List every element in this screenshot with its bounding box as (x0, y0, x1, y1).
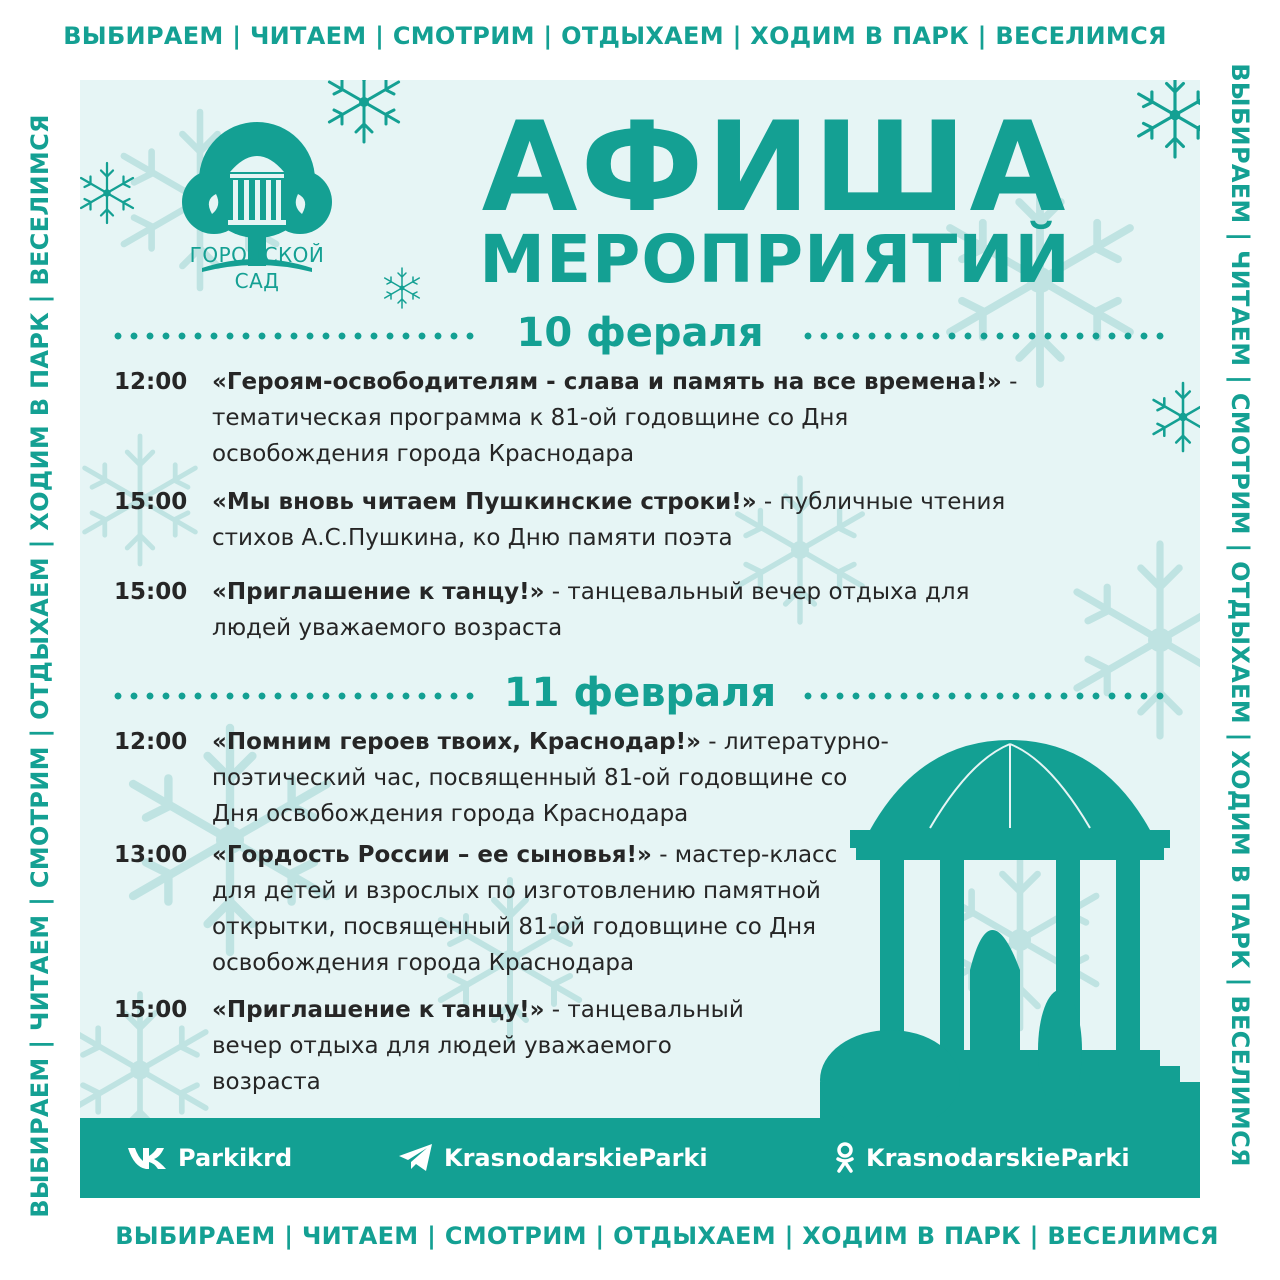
date-heading-day-2 (110, 668, 1170, 718)
vk-label: Parkikrd (178, 1144, 293, 1172)
date-label: 10 фераля (516, 310, 764, 356)
event-description (212, 992, 744, 1100)
event-text-line: освобождения города Краснодара (212, 441, 635, 467)
event-title: «Приглашение к танцу!» (212, 997, 545, 1023)
odnoklassniki-label: KrasnodarskieParki (866, 1144, 1130, 1172)
event-time: 15:00 (114, 489, 188, 515)
event-title: «Помним героев твоих, Краснодар!» (212, 729, 701, 755)
event-text-line: поэтический час, посвященный 81-ой годовщине со (212, 765, 848, 791)
dotted-divider-left (110, 692, 480, 700)
social-links-bar (80, 1118, 1200, 1198)
event-description (212, 724, 889, 832)
frame-text-right: ВЫБИРАЕМ | ЧИТАЕМ | СМОТРИМ | ОТДЫХАЕМ | ХОДИМ В ПАРК | ВЕСЕЛИМСЯ (1226, 63, 1254, 1167)
event-description (212, 837, 837, 981)
odnoklassniki-link[interactable] (834, 1136, 1130, 1180)
event-time: 12:00 (114, 729, 188, 755)
event-text-line: - литературно- (700, 729, 889, 755)
dotted-divider-left (110, 332, 480, 340)
event-title: «Приглашение к танцу!» (212, 579, 545, 605)
frame-text-top: ВЫБИРАЕМ | ЧИТАЕМ | СМОТРИМ | ОТДЫХАЕМ | ХОДИМ В ПАРК | ВЕСЕЛИМСЯ (63, 22, 1167, 50)
event-time: 15:00 (114, 579, 188, 605)
dotted-divider-right (800, 332, 1170, 340)
event-text-line: - танцевальный (544, 997, 744, 1023)
event-text-line: возраста (212, 1069, 321, 1095)
event-text-line: Дня освобождения города Краснодара (212, 801, 689, 827)
event-description (212, 574, 969, 646)
telegram-icon (398, 1143, 434, 1173)
event-text-line: стихов А.С.Пушкина, ко Дню памяти поэта (212, 525, 733, 551)
event-text-line: вечер отдыха для людей уважаемого (212, 1033, 672, 1059)
telegram-link[interactable] (398, 1136, 708, 1180)
event-time: 13:00 (114, 842, 188, 868)
event-time: 12:00 (114, 369, 188, 395)
date-heading-day-1 (110, 308, 1170, 358)
event-title: «Гордость России – ее сыновья!» (212, 842, 652, 868)
event-text-line: - (1001, 369, 1018, 395)
event-text-line: - танцевальный вечер отдыха для (544, 579, 970, 605)
poster-subtitle: МЕРОПРИЯТИЙ (479, 221, 1071, 298)
event-time: 15:00 (114, 997, 188, 1023)
event-text-line: для детей и взрослых по изготовлению памятной (212, 878, 821, 904)
date-label: 11 февраля (503, 670, 777, 716)
event-text-line: освобождения города Краснодара (212, 950, 635, 976)
event-description (212, 484, 1005, 556)
poster-panel (80, 80, 1200, 1198)
dotted-divider-right (800, 692, 1170, 700)
poster-title: АФИША (481, 96, 1069, 240)
event-text-line: - публичные чтения (756, 489, 1006, 515)
vk-link[interactable] (126, 1136, 292, 1180)
event-text-line: открытки, посвященный 81-ой годовщине со Дня (212, 914, 816, 940)
odnoklassniki-icon (834, 1142, 856, 1174)
event-description (212, 364, 1017, 472)
event-text-line: тематическая программа к 81-ой годовщине со Дня (212, 405, 849, 431)
frame-text-left: ВЫБИРАЕМ | ЧИТАЕМ | СМОТРИМ | ОТДЫХАЕМ | ХОДИМ В ПАРК | ВЕСЕЛИМСЯ (26, 114, 54, 1218)
event-text-line: людей уважаемого возраста (212, 615, 563, 641)
telegram-label: KrasnodarskieParki (444, 1144, 708, 1172)
logo-text-line2: САД (234, 269, 280, 293)
frame-text-bottom: ВЫБИРАЕМ | ЧИТАЕМ | СМОТРИМ | ОТДЫХАЕМ | ХОДИМ В ПАРК | ВЕСЕЛИМСЯ (115, 1222, 1219, 1250)
event-text-line: - мастер-класс (651, 842, 838, 868)
logo-text-line1: ГОРОДСКОЙ (189, 243, 325, 267)
event-title: «Героям-освободителям - слава и память на все времена!» (212, 369, 1002, 395)
vk-icon (126, 1145, 168, 1171)
event-title: «Мы вновь читаем Пушкинские строки!» (212, 489, 757, 515)
